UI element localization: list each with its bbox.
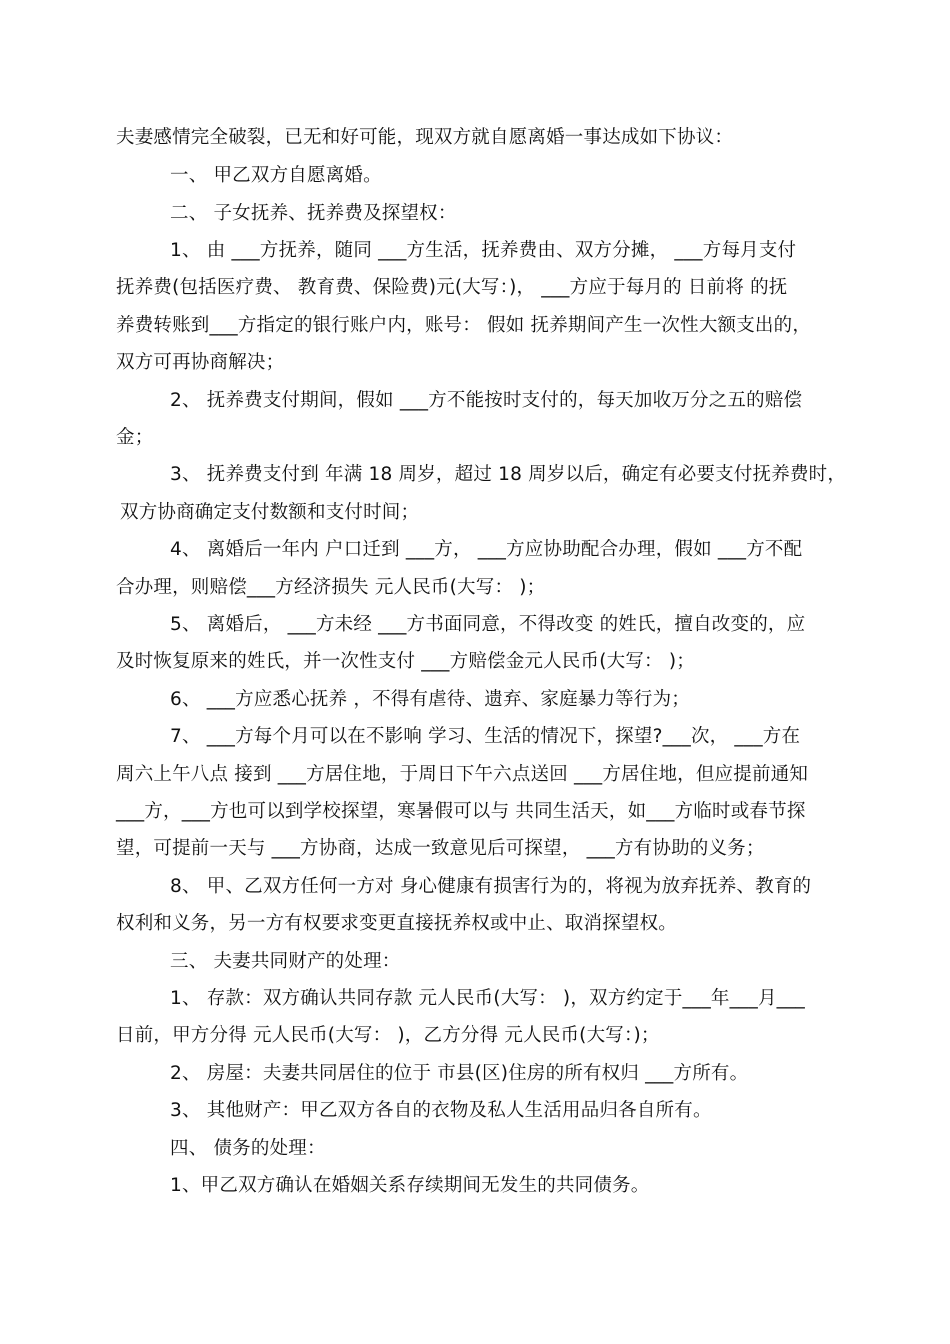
- section-heading: 二、 子女抚养、抚养费及探望权：: [170, 203, 457, 224]
- section-heading: 一、 甲乙双方自愿离婚。: [170, 165, 382, 186]
- clause-line: 4、 离婚后一年内 户口迁到 ___方， ___方应协助配合办理，假如 ___方不配: [170, 539, 803, 560]
- clause-line: 2、 抚养费支付期间，假如 ___方不能按时支付的，每天加收万分之五的赔偿: [170, 390, 803, 411]
- clause-line: 8、 甲、乙双方任何一方对 身心健康有损害行为的，将视为放弃抚养、教育的: [170, 876, 812, 897]
- clause-line: 日前，甲方分得 元人民币(大写： )，乙方分得 元人民币(大写：)；: [116, 1025, 660, 1046]
- clause-line: 及时恢复原来的姓氏，并一次性支付 ___方赔偿金元人民币(大写： )；: [116, 651, 695, 672]
- section-heading: 三、 夫妻共同财产的处理：: [170, 951, 401, 972]
- clause-line: 1、甲乙双方确认在婚姻关系存续期间无发生的共同债务。: [170, 1175, 650, 1196]
- section-heading: 四、 债务的处理：: [170, 1138, 326, 1159]
- clause-line: 双方可再协商解决；: [116, 352, 285, 373]
- clause-line: 1、 由 ___方抚养，随同 ___方生活，抚养费由、双方分摊， ___方每月支付: [170, 240, 797, 261]
- clause-line: 3、 其他财产：甲乙双方各自的衣物及私人生活用品归各自所有。: [170, 1100, 712, 1121]
- clause-line: 养费转账到___方指定的银行账户内，账号： 假如 抚养期间产生一次性大额支出的，: [116, 315, 812, 336]
- clause-line: 金；: [116, 427, 154, 448]
- clause-line: ___方，___方也可以到学校探望，寒暑假可以与 共同生活天，如___方临时或春节探: [116, 801, 806, 822]
- clause-line: 周六上午八点 接到 ___方居住地，于周日下午六点送回 ___方居住地，但应提前通知: [116, 764, 809, 785]
- clause-line: 5、 离婚后， ___方未经 ___方书面同意，不得改变 的姓氏，擅自改变的，应: [170, 614, 806, 635]
- clause-line: 7、 ___方每个月可以在不影响 学习、生活的情况下，探望?___次， ___方在: [170, 726, 801, 747]
- clause-line: 合办理，则赔偿___方经济损失 元人民币(大写： )；: [116, 577, 546, 598]
- paragraph-line: 夫妻感情完全破裂，已无和好可能，现双方就自愿离婚一事达成如下协议：: [116, 127, 734, 148]
- clause-line: 望，可提前一天与 ___方协商，达成一致意见后可探望， ___方有协助的义务；: [116, 838, 765, 859]
- clause-line: 6、 ___方应悉心抚养 ，不得有虐待、遗弃、家庭暴力等行为；: [170, 689, 690, 710]
- clause-line: 抚养费(包括医疗费、 教育费、保险费)元(大写：)， ___方应于每月的 日前将 的抚: [116, 277, 788, 298]
- clause-line: 双方协商确定支付数额和支付时间；: [120, 502, 420, 523]
- clause-line: 权利和义务，另一方有权要求变更直接抚养权或中止、取消探望权。: [116, 913, 678, 934]
- clause-line: 3、 抚养费支付到 年满 18 周岁，超过 18 周岁以后，确定有必要支付抚养费时，: [170, 464, 847, 485]
- clause-line: 1、 存款：双方确认共同存款 元人民币(大写： )，双方约定于___年___月___: [170, 988, 805, 1009]
- clause-line: 2、 房屋：夫妻共同居住的位于 市县(区)住房的所有权归 ___方所有。: [170, 1063, 749, 1084]
